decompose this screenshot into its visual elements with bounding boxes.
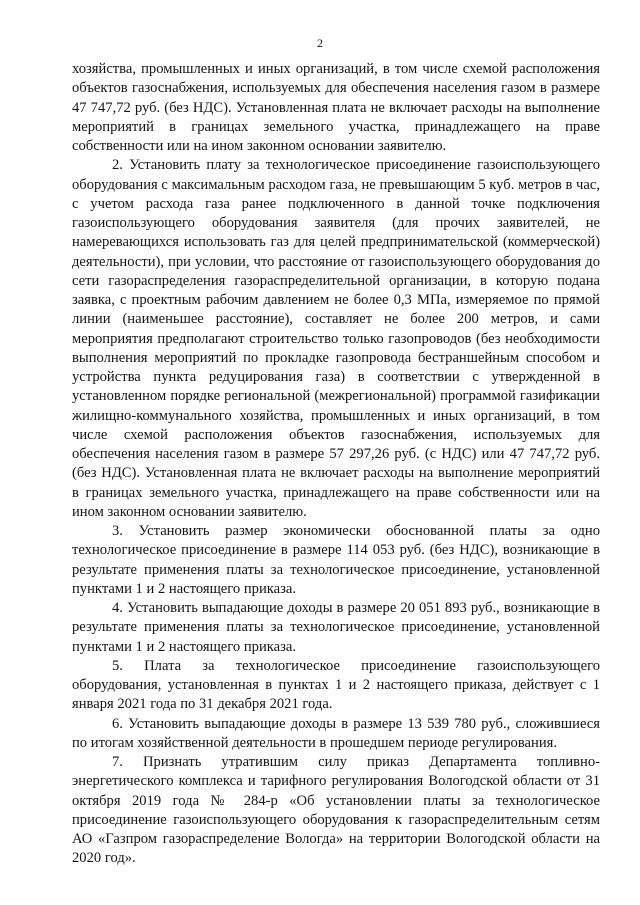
paragraph-item-4: 4. Установить выпадающие доходы в размере 20 051 893 руб., возникающие в результате применения платы за технологическое присоединение, установленной пунктами 1 и 2 настоящего приказа. — [72, 600, 600, 655]
paragraph-item-7: 7. Признать утратившим силу приказ Департамента топливно-энергетического комплекса и тарифного регулирования Вологодской области от 31 октября 2019 года № 284-р «Об установлении платы за технологическое присоединение газоиспользующего оборудования к газораспределительным сетям АО «Газпром газораспределение Вологда» на территории Вологодской области на 2020 год». — [72, 754, 600, 867]
paragraph-item-6: 6. Установить выпадающие доходы в размере 13 539 780 руб., сложившиеся по итогам хозяйственной деятельности в прошедшем периоде регулирования. — [72, 715, 600, 751]
page-number: 2 — [317, 36, 323, 50]
paragraph-item-2: 2. Установить плату за технологическое присоединение газоиспользующего оборудования с максимальным расходом газа, не превышающим 5 куб. метров в час, с учетом расхода газа ранее подключенного в данной точке подключения газоиспользующего оборудования заявителя (для прочих заявителей, не намеревающихся использовать газ для целей предпринимательской (коммерческой) деятельности), при условии, что расстояние от газоиспользующего оборудования до сети газораспределения газораспределительной организации, в которую подана заявка, с проектным рабочим давлением не более 0,3 МПа, измеряемое по прямой линии (наименьшее расстояние), составляет не более 200 метров, и сами мероприятия предполагают строительство только газопроводов (без необходимости выполнения мероприятий по прокладке газопровода бестраншейным способом и устройства пункта редуцирования газа) в соответствии с утвержденной в установленном порядке региональной (межрегиональной) программой газификации жилищно-коммунального хозяйства, промышленных и иных организаций, в том числе схемой расположения объектов газоснабжения, используемых для обеспечения населения газом в размере 57 297,26 руб. (с НДС) или 47 747,72 руб. (без НДС). Установленная плата не включает расходы на выполнение мероприятий в границах земельного участка, принадлежащего на праве собственности или на ином законном основании заявителю. — [72, 157, 600, 520]
paragraph-item-5: 5. Плата за технологическое присоединение газоиспользующего оборудования, установленная в пунктах 1 и 2 настоящего приказа, действует с 1 января 2021 года по 31 декабря 2021 года. — [72, 657, 600, 713]
paragraph-continuation: хозяйства, промышленных и иных организаций, в том числе схемой расположения объектов газоснабжения, используемых для обеспечения населения газом в размере 47 747,72 руб. (без НДС). Установленная плата не включает расходы на выполнение мероприятий в границах земельного участка, принадлежащего на праве собственности или на ином законном основании заявителю. — [72, 61, 600, 154]
paragraph-item-3: 3. Установить размер экономически обоснованной платы за одно технологическое присоединение в размере 114 053 руб. (без НДС), возникающие в результате применения платы за технологическое присоединение, установленной пунктами 1 и 2 настоящего приказа. — [72, 523, 600, 597]
document-body — [72, 60, 600, 869]
